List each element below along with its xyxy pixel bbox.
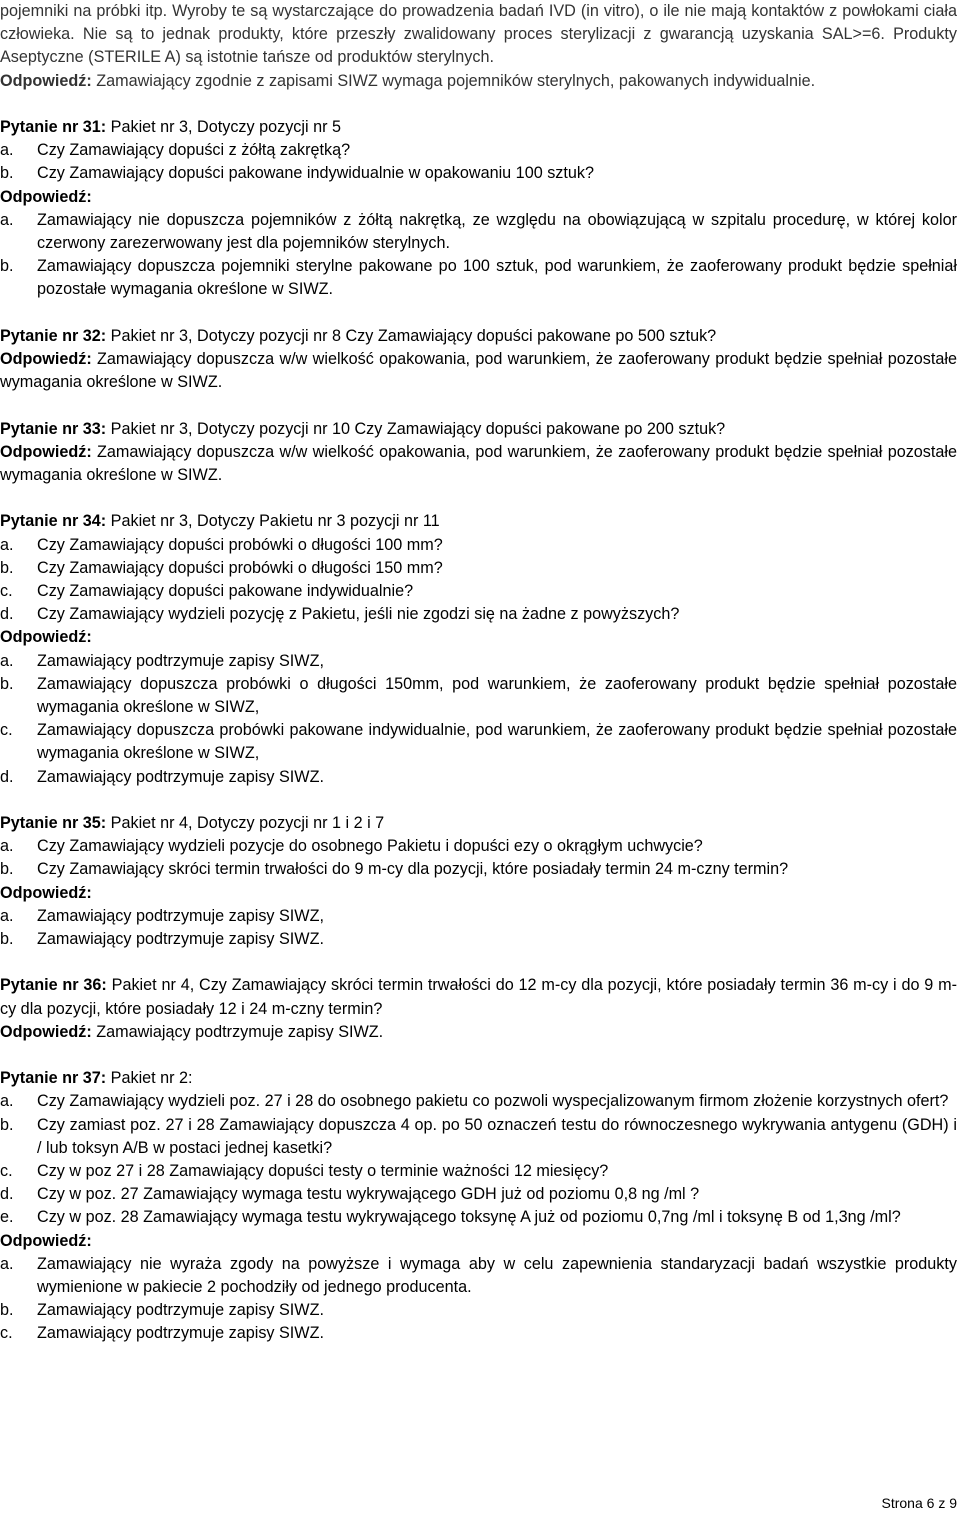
list-item: c. Czy w poz 27 i 28 Zamawiający dopuści testy o terminie ważności 12 miesięcy? <box>0 1162 609 1181</box>
question-text: Pakiet nr 3, Dotyczy pozycji nr 8 Czy Zamawiający dopuści pakowane po 500 sztuk? <box>106 326 717 345</box>
question-37 <box>0 1067 957 1090</box>
question-label: Pytanie nr 36: <box>0 976 107 995</box>
question-label: Pytanie nr 32: <box>0 326 107 345</box>
list-item: b. Zamawiający podtrzymuje zapisy SIWZ. <box>0 1301 324 1320</box>
question-36 <box>0 974 957 1020</box>
answer-heading: Odpowiedź: <box>0 883 92 902</box>
question-text: Pakiet nr 4, Dotyczy pozycji nr 1 i 2 i 7 <box>106 814 385 833</box>
question-text: Pakiet nr 3, Dotyczy pozycji nr 5 <box>106 118 341 136</box>
question-text: Pakiet nr 3, Dotyczy pozycji nr 10 Czy Zamawiający dopuści pakowane po 200 sztuk? <box>106 419 726 438</box>
list-item: a. Czy Zamawiający wydzieli poz. 27 i 28 do osobnego pakietu co pozwoli wyspecjalizowanym firmom złożenie korzystnych ofert? <box>0 1092 949 1111</box>
answer-heading: Odpowiedź: <box>0 1231 92 1250</box>
list-item: b. Zamawiający podtrzymuje zapisy SIWZ. <box>0 930 324 949</box>
list-item: b. Czy zamiast poz. 27 i 28 Zamawiający dopuszcza 4 op. po 50 oznaczeń testu do równoczesnego wykrywania antygenu (GDH) i / lub toksyn A/B w postaci jednej kasetki? <box>0 1115 957 1157</box>
list-item: c. Zamawiający podtrzymuje zapisy SIWZ. <box>0 1324 324 1343</box>
question-label: Pytanie nr 37: <box>0 1069 107 1088</box>
question-text: Pakiet nr 3, Dotyczy Pakietu nr 3 pozycji nr 11 <box>106 512 440 531</box>
list-item: b. Czy Zamawiający dopuści pakowane indywidualnie w opakowaniu 100 sztuk? <box>0 164 594 183</box>
list-item: b. Czy Zamawiający skróci termin trwałości do 9 m-cy dla pozycji, które posiadały termin 24 m-czny termin? <box>0 860 789 879</box>
list-item: d. Czy Zamawiający wydzieli pozycję z Pakietu, jeśli nie zgodzi się na żadne z powyższych? <box>0 605 680 624</box>
question-31 <box>0 116 957 139</box>
list-item: b. Zamawiający dopuszcza probówki o długości 150mm, pod warunkiem, że zaoferowany produkt będzie spełniał pozostałe wymagania określone w SIWZ, <box>0 674 957 717</box>
question-35 <box>0 812 957 835</box>
question-33 <box>0 418 957 441</box>
list-item: d. Zamawiający podtrzymuje zapisy SIWZ. <box>0 767 324 786</box>
question-label: Pytanie nr 35: <box>0 814 107 833</box>
answer-paragraph: Odpowiedź: Zamawiający podtrzymuje zapisy SIWZ. <box>0 1022 384 1041</box>
list-item: d. Czy w poz. 27 Zamawiający wymaga testu wykrywającego GDH już od poziomu 0,8 ng /ml ? <box>0 1185 700 1204</box>
answer-paragraph: Odpowiedź: Zamawiający dopuszcza w/w wielkość opakowania, pod warunkiem, że zaoferowany produkt będzie spełniał pozostałe wymagania określone w SIWZ. <box>0 442 957 485</box>
intro-answer <box>0 70 957 93</box>
intro-paragraph: pojemniki na próbki itp. Wyroby te są wystarczające do prowadzenia badań IVD (in vitro), o ile nie mają kontaktów z powłokami ciała człowieka. Nie są to jednak produkty, które przeszły zwalidowany proces sterylizacji z gwarancją uzyskania SAL>=6. Produkty Aseptyczne (STERILE A) są istotnie tańsze od produktów sterylnych. <box>0 2 957 67</box>
list-item: a. Zamawiający podtrzymuje zapisy SIWZ, <box>0 906 324 925</box>
list-item: a. Czy Zamawiający dopuści z żółtą zakrętką? <box>0 141 351 160</box>
list-item: a. Czy Zamawiający dopuści probówki o długości 100 mm? <box>0 535 443 554</box>
list-item: b. Czy Zamawiający dopuści probówki o długości 150 mm? <box>0 558 443 577</box>
answer-heading: Odpowiedź: <box>0 628 92 647</box>
list-item: a. Zamawiający nie dopuszcza pojemników z żółtą nakrętką, ze względu na obowiązującą w szpitalu procedurę, w której kolor czerwony zarezerwowany jest dla pojemników sterylnych. <box>0 210 957 253</box>
answer-text: Zamawiający zgodnie z zapisami SIWZ wymaga pojemników sterylnych, pakowanych indywidualnie. <box>91 71 816 90</box>
page-number: Strona 6 z 9 <box>881 1495 957 1511</box>
list-item: a. Zamawiający podtrzymuje zapisy SIWZ, <box>0 651 324 670</box>
list-item: a. Zamawiający nie wyraża zgody na powyższe i wymaga aby w celu zapewnienia standaryzacji badań wszystkie produkty wymienione w pakiecie 2 pochodziły od jednego producenta. <box>0 1254 957 1297</box>
question-text: Pakiet nr 2: <box>106 1069 193 1088</box>
question-label: Pytanie nr 31: <box>0 118 107 136</box>
question-label: Pytanie nr 34: <box>0 512 107 531</box>
question-label: Pytanie nr 33: <box>0 419 107 438</box>
question-text: Pakiet nr 4, Czy Zamawiający skróci termin trwałości do 12 m-cy dla pozycji, które posiadały termin 36 m-cy i do 9 m-cy dla pozycji, które posiadały 12 i 24 m-czny termin? <box>0 976 957 1018</box>
list-item: e. Czy w poz. 28 Zamawiający wymaga testu wykrywającego toksynę A już od poziomu 0,7ng /ml i toksynę B od 1,3ng /ml? <box>0 1208 901 1227</box>
question-32 <box>0 325 957 348</box>
answer-paragraph: Odpowiedź: Zamawiający dopuszcza w/w wielkość opakowania, pod warunkiem, że zaoferowany produkt będzie spełniał pozostałe wymagania określone w SIWZ. <box>0 350 957 392</box>
list-item: a. Czy Zamawiający wydzieli pozycje do osobnego Pakietu i dopuści ezy o okrągłym uchwycie? <box>0 837 703 856</box>
answer-heading: Odpowiedź: <box>0 187 92 206</box>
list-item: c. Zamawiający dopuszcza probówki pakowane indywidualnie, pod warunkiem, że zaoferowany produkt będzie spełniał pozostałe wymagania określone w SIWZ, <box>0 721 957 763</box>
question-34 <box>0 510 957 533</box>
list-item: b. Zamawiający dopuszcza pojemniki sterylne pakowane po 100 sztuk, pod warunkiem, że zaoferowany produkt będzie spełniał pozostałe wymagania określone w SIWZ. <box>0 257 957 299</box>
answer-label: Odpowiedź: <box>0 71 92 90</box>
list-item: c. Czy Zamawiający dopuści pakowane indywidualnie? <box>0 582 414 601</box>
